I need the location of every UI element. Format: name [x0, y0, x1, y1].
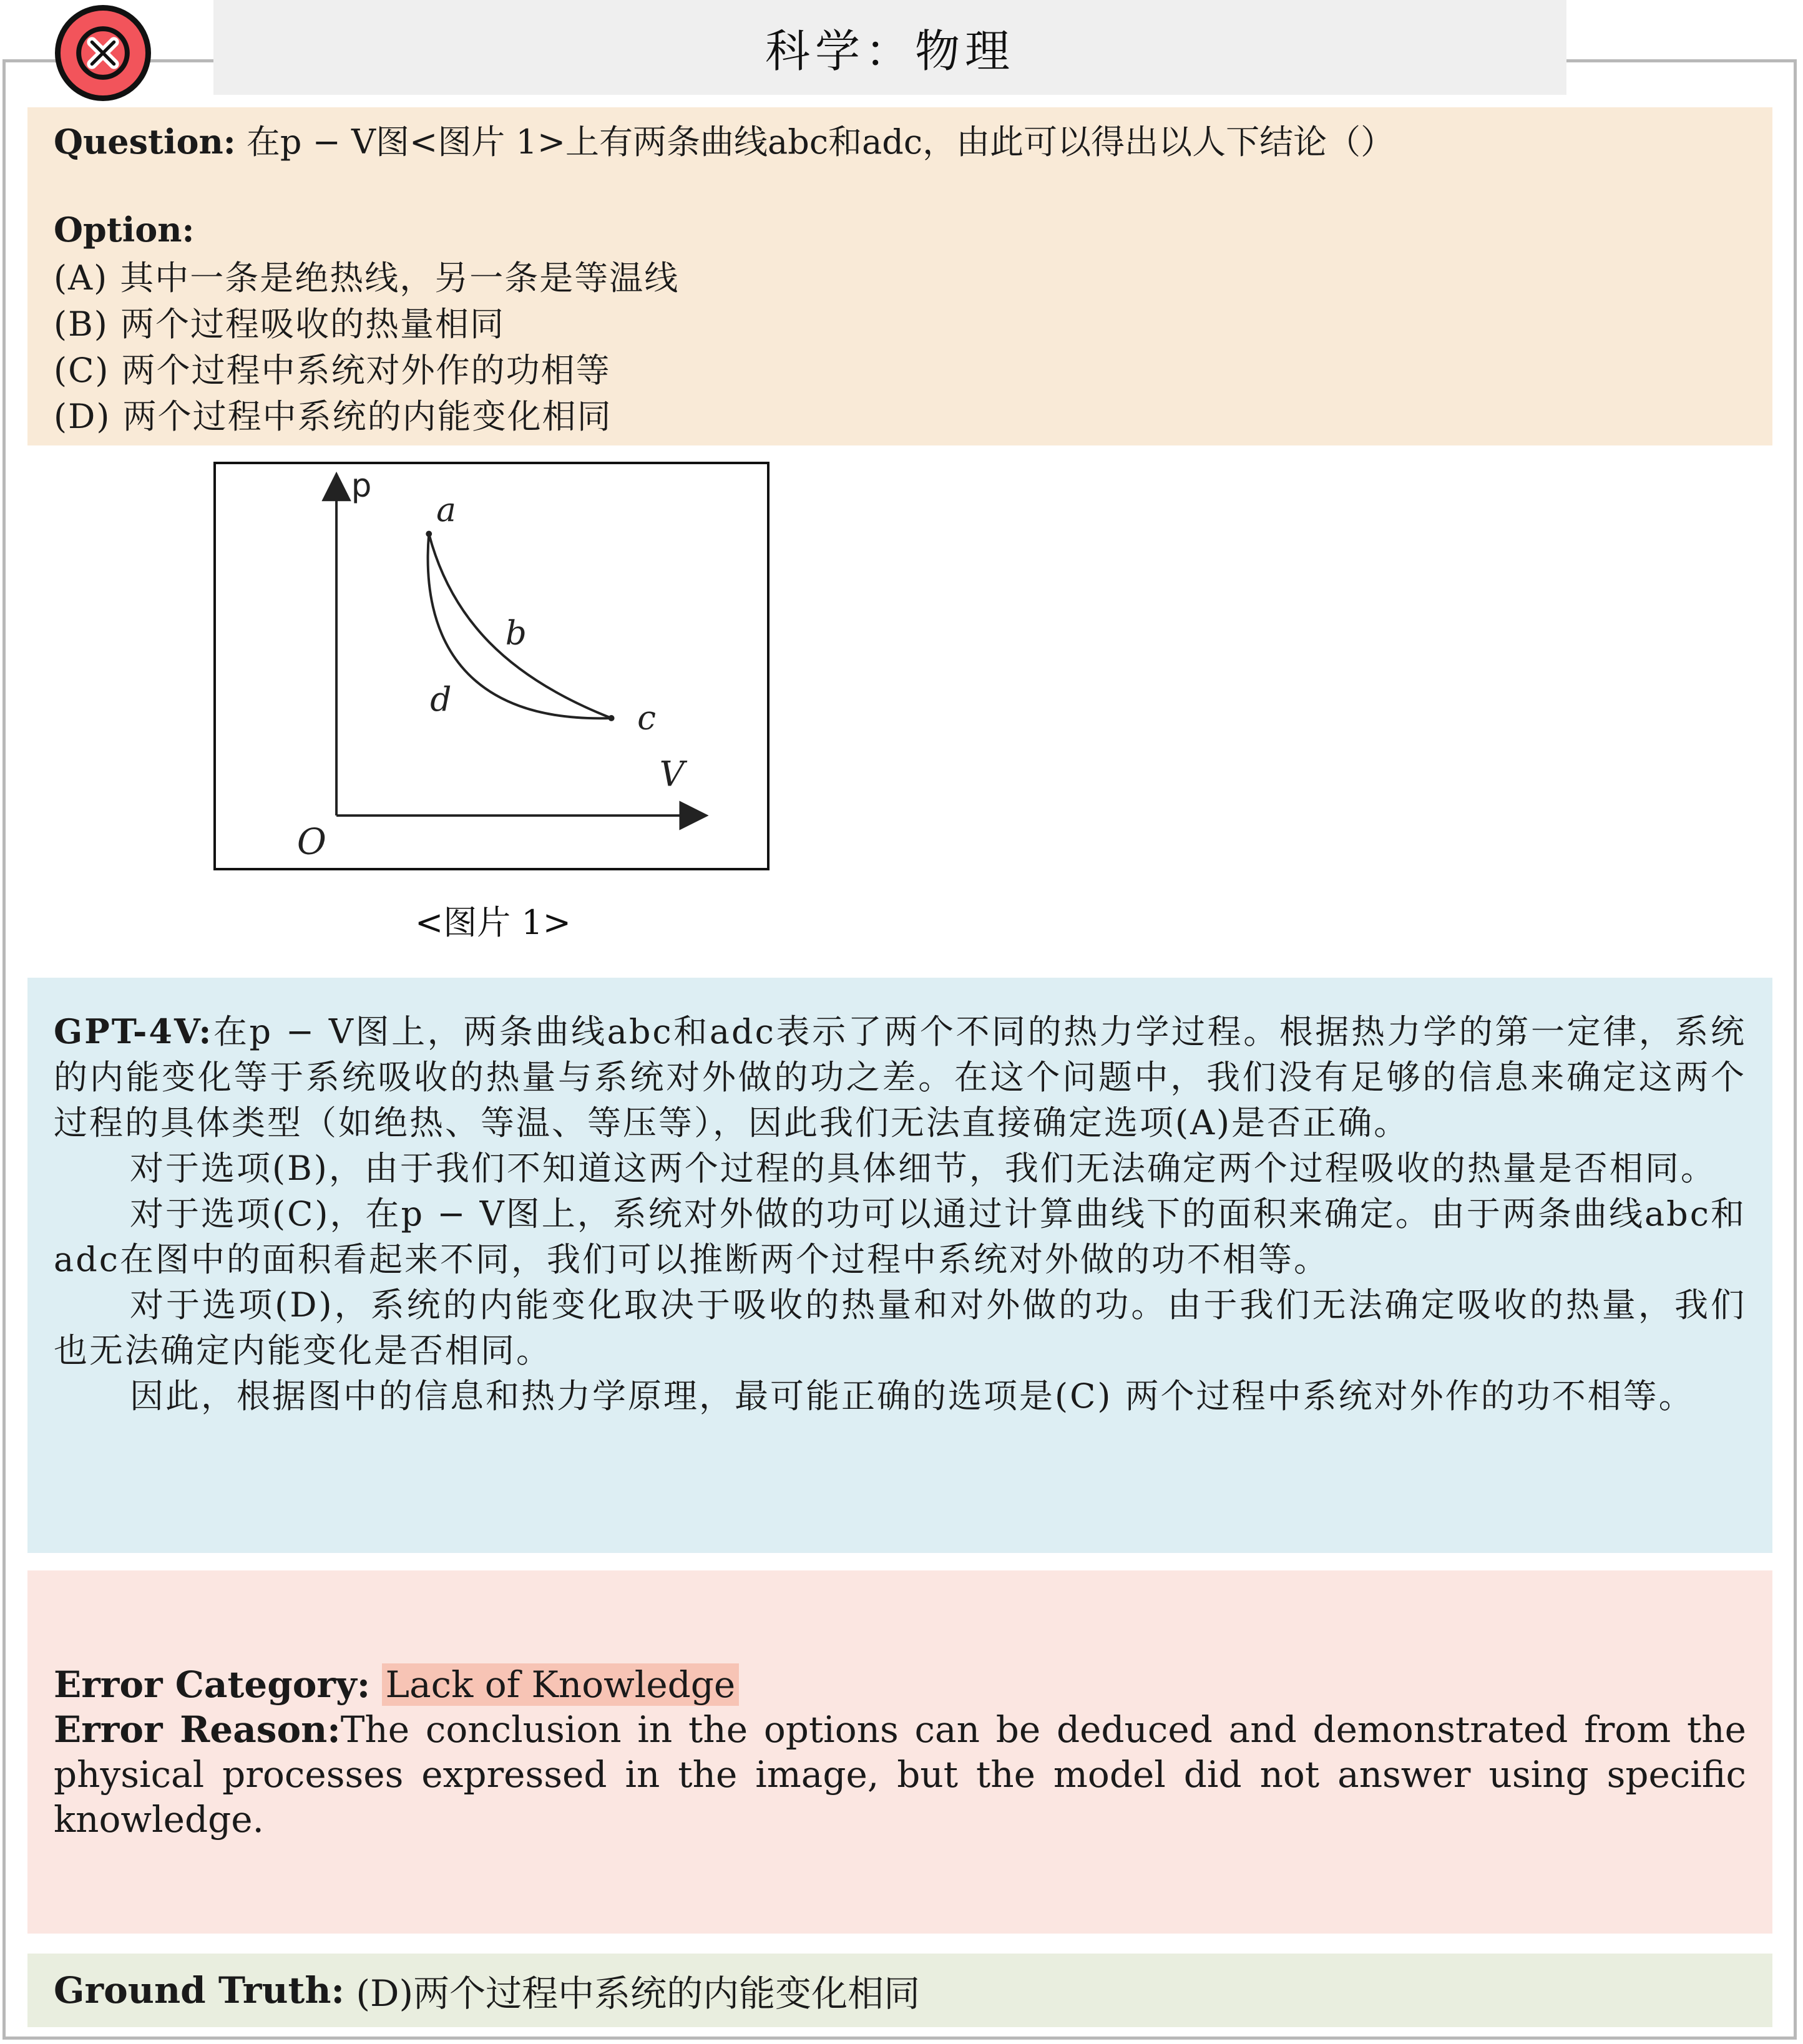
option-c: (C) 两个过程中系统对外作的功相等 — [54, 351, 611, 390]
option-b: (B) 两个过程吸收的热量相同 — [54, 304, 505, 344]
model-answer-text — [54, 1009, 1746, 1419]
model-answer-panel — [27, 978, 1772, 1553]
page-title: 科学：物理 — [213, 0, 1566, 95]
question-panel — [27, 107, 1772, 445]
model-label: GPT-4V: — [54, 1011, 213, 1051]
answer-paragraph: 对于选项(D)，系统的内能变化取决于吸收的热量和对外做的功。由于我们无法确定吸收的热量，我们也无法确定内能变化是否相同。 — [54, 1285, 1746, 1370]
point-a-dot — [426, 531, 432, 537]
error-category-line — [54, 1662, 1746, 1707]
question-line — [54, 116, 1746, 168]
question-text: 在p − V图<图片 1>上有两条曲线abc和adc，由此可以得出以人下结论（） — [246, 122, 1395, 162]
option-d: (D) 两个过程中系统的内能变化相同 — [54, 397, 612, 436]
point-c-dot — [608, 715, 615, 721]
answer-paragraph: 因此，根据图中的信息和热力学原理，最可能正确的选项是(C) 两个过程中系统对外作的功不相等。 — [130, 1376, 1694, 1416]
error-category-badge: Lack of Knowledge — [382, 1663, 740, 1706]
error-reason-line — [54, 1707, 1746, 1842]
error-panel — [27, 1570, 1772, 1934]
origin-label: O — [296, 820, 326, 863]
ground-truth-value: (D)两个过程中系统的内能变化相同 — [356, 1972, 921, 2015]
answer-paragraph: 对于选项(B)，由于我们不知道这两个过程的具体细节，我们无法确定两个过程吸收的热量是否相同。 — [130, 1149, 1716, 1188]
point-c-label: c — [637, 698, 656, 737]
axis-v-label: V — [659, 754, 685, 795]
ground-truth-label: Ground Truth: — [54, 1969, 344, 2012]
pv-diagram — [213, 462, 770, 870]
error-reason-label: Error Reason: — [54, 1708, 341, 1751]
ground-truth-panel — [27, 1954, 1772, 2027]
answer-paragraph: 对于选项(C)，在p − V图上，系统对外做的功可以通过计算曲线下的面积来确定。由于两条曲线abc和adc在图中的面积看起来不同，我们可以推断两个过程中系统对外做的功不相等。 — [54, 1194, 1746, 1279]
point-a-label: a — [436, 489, 456, 529]
option-label: Option: — [54, 210, 195, 250]
question-label: Question: — [54, 122, 236, 162]
error-reason-text: The conclusion in the options can be deduced and demonstrated from the physical processes expressed in the image, but the model did not answer using specific knowledge. — [54, 1708, 1746, 1841]
close-icon — [55, 5, 151, 101]
point-d-label: d — [430, 679, 452, 719]
option-a: (A) 其中一条是绝热线，另一条是等温线 — [54, 258, 680, 298]
figure-caption: <图片 1> — [414, 903, 571, 942]
axis-p-label: p — [351, 467, 372, 505]
answer-paragraph: GPT-4V:在p − V图上，两条曲线abc和adc表示了两个不同的热力学过程。根据热力学的第一定律，系统的内能变化等于系统吸收的热量与系统对外做的功之差。在这个问题中，我们没有足够的信息来确定这两个过程的具体类型（如绝热、等温、等压等），因此我们无法直接确定选项(A)是否正确。 — [54, 1011, 1746, 1142]
error-category-label: Error Category: — [54, 1663, 371, 1706]
point-b-label: b — [505, 613, 527, 653]
